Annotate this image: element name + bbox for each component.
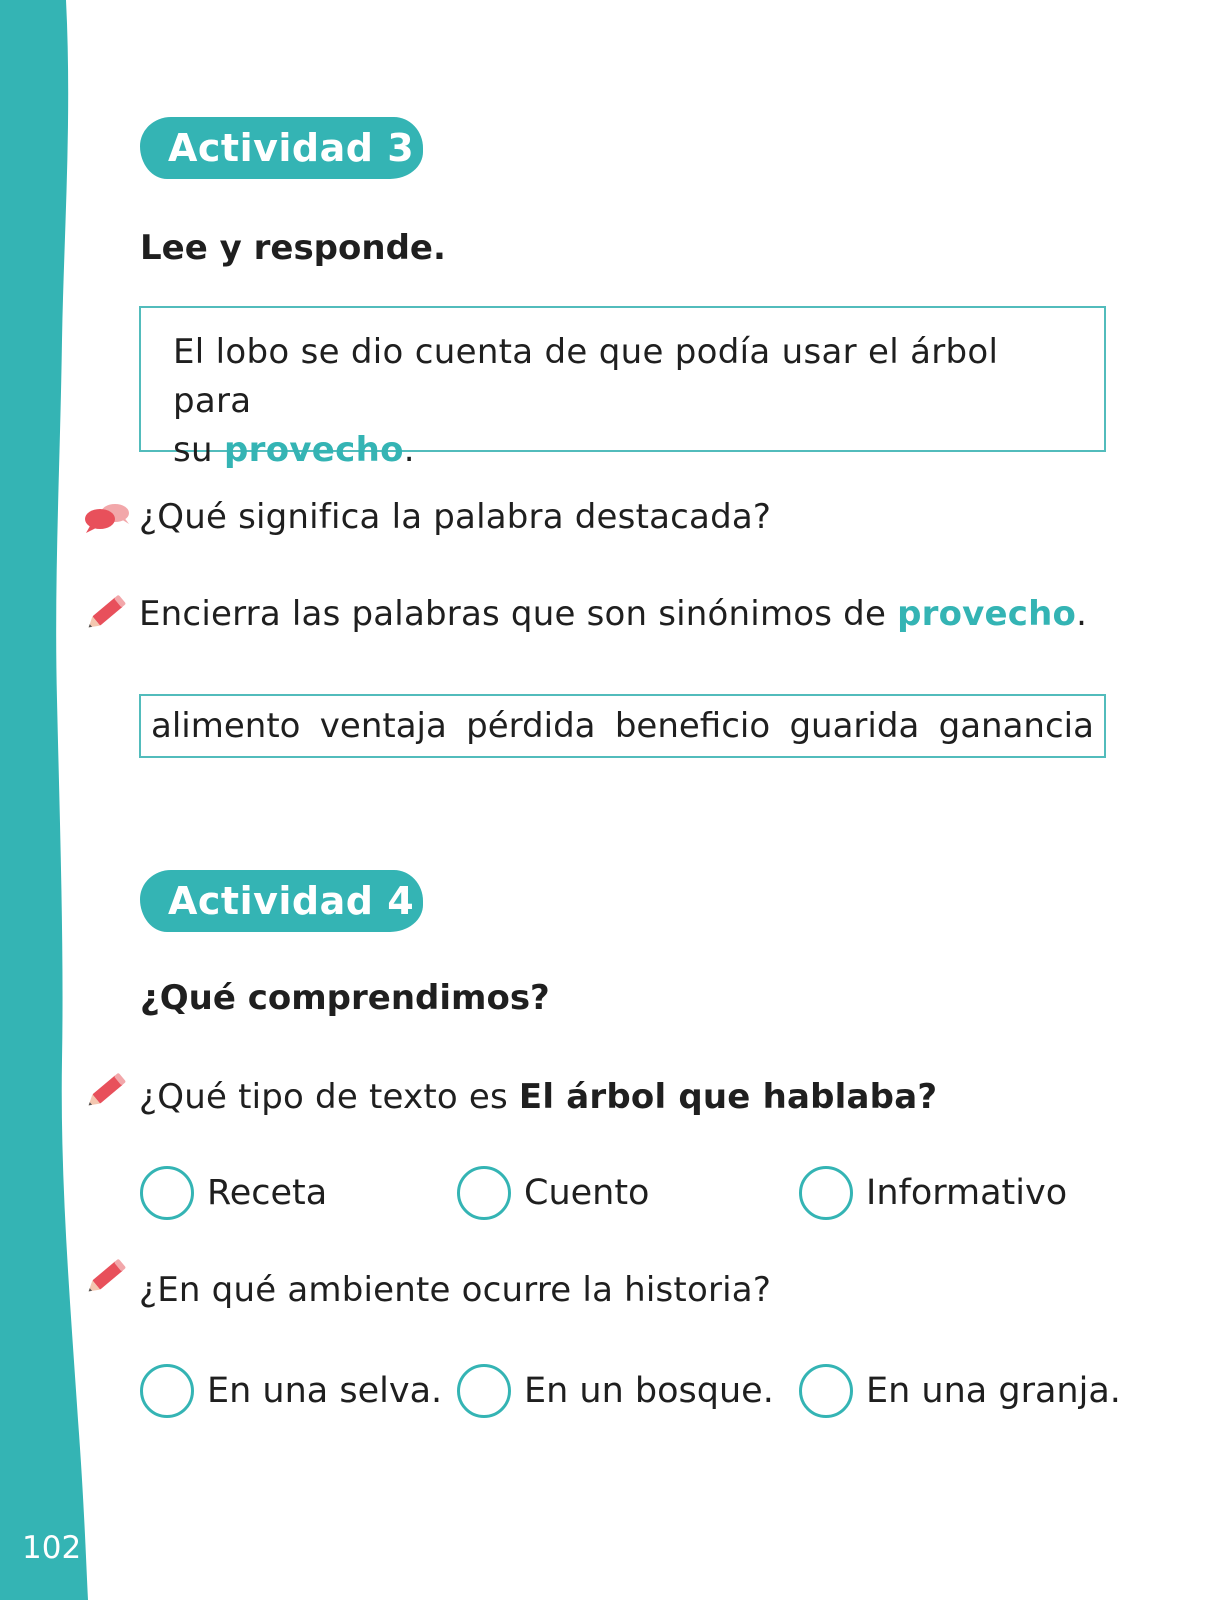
word-option[interactable]: guarida xyxy=(789,706,920,746)
option-label: En un bosque. xyxy=(524,1371,774,1411)
word-option[interactable]: pérdida xyxy=(466,706,596,746)
passage-line-2-suffix: . xyxy=(403,430,415,470)
highlighted-word: provecho xyxy=(223,430,404,470)
activity-4-label: Actividad 4 xyxy=(140,870,423,932)
radio-circle[interactable] xyxy=(140,1364,194,1418)
activity-3-question-1: ¿Qué significa la palabra destacada? xyxy=(139,497,772,537)
option-label: Receta xyxy=(207,1173,328,1213)
answer-option-informativo[interactable] xyxy=(799,1166,1067,1220)
word-option[interactable]: alimento xyxy=(151,706,301,746)
answer-option-granja[interactable] xyxy=(799,1364,1121,1418)
answer-option-cuento[interactable] xyxy=(457,1166,649,1220)
pencil-icon xyxy=(83,590,131,634)
page-side-band xyxy=(0,0,95,1600)
story-title: El árbol que hablaba? xyxy=(518,1077,938,1117)
passage-line-2 xyxy=(173,426,1074,475)
activity-3-heading: Lee y responde. xyxy=(140,228,446,268)
activity-3-question-2 xyxy=(139,594,1087,634)
synonym-word-bank xyxy=(139,694,1106,758)
question-2-prefix: Encierra las palabras que son sinónimos de xyxy=(139,594,898,634)
answer-option-receta[interactable] xyxy=(140,1166,327,1220)
option-label: Informativo xyxy=(866,1173,1068,1213)
radio-circle[interactable] xyxy=(799,1166,853,1220)
question-1-prefix: ¿Qué tipo de texto es xyxy=(139,1077,519,1117)
option-label: Cuento xyxy=(524,1173,650,1213)
question-2-suffix: . xyxy=(1076,594,1088,634)
radio-circle[interactable] xyxy=(457,1364,511,1418)
radio-circle[interactable] xyxy=(799,1364,853,1418)
radio-circle[interactable] xyxy=(457,1166,511,1220)
pencil-icon xyxy=(83,1254,131,1298)
answer-option-selva[interactable] xyxy=(140,1364,442,1418)
page-number: 102 xyxy=(22,1530,82,1566)
activity-4-question-1 xyxy=(139,1077,937,1117)
activity-3-label: Actividad 3 xyxy=(140,117,423,179)
answer-option-bosque[interactable] xyxy=(457,1364,774,1418)
word-option[interactable]: beneficio xyxy=(614,706,771,746)
reading-passage-box xyxy=(139,306,1106,470)
activity-4-question-2: ¿En qué ambiente ocurre la historia? xyxy=(139,1270,772,1310)
passage-line-2-prefix: su xyxy=(173,430,224,470)
word-option[interactable]: ganancia xyxy=(938,706,1094,746)
question-2-highlighted-word: provecho xyxy=(897,594,1077,634)
activity-4-heading: ¿Qué comprendimos? xyxy=(140,978,550,1018)
option-label: En una selva. xyxy=(207,1371,443,1411)
word-option[interactable]: ventaja xyxy=(319,706,447,746)
passage-line-1: El lobo se dio cuenta de que podía usar el árbol para xyxy=(173,332,999,421)
radio-circle[interactable] xyxy=(140,1166,194,1220)
option-label: En una granja. xyxy=(866,1371,1121,1411)
speech-bubbles-icon xyxy=(83,500,133,534)
pencil-icon xyxy=(83,1068,131,1112)
